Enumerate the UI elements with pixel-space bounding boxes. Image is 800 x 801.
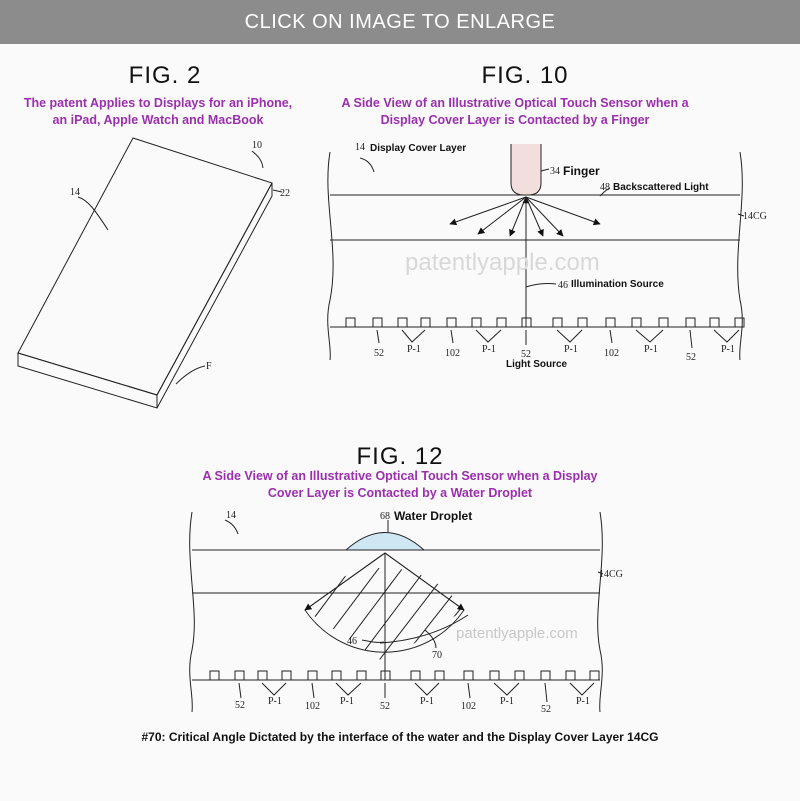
fig12-bottom-ref: P-1 — [576, 696, 590, 707]
fig12-drawing — [190, 512, 603, 712]
fig10-bottom-ref: 52 — [521, 349, 531, 360]
fig12-caption-line-1: A Side View of an Illustrative Optical Touch Sensor when a Display — [202, 469, 598, 483]
fig10-illumination-label: Illumination Source — [571, 279, 664, 290]
scatter-ray-6 — [526, 197, 600, 224]
fig10-leader-14 — [360, 158, 374, 172]
fig2-title: FIG. 2 — [128, 62, 202, 89]
fig12-bottom-ref: P-1 — [500, 696, 514, 707]
device-side-edge — [157, 183, 272, 408]
fig12-bottom-ref: P-1 — [340, 696, 354, 707]
fig12-bottom-ref: P-1 — [420, 696, 434, 707]
fig10-bottom-ref: 52 — [374, 348, 384, 359]
fig12-bottom-ref: P-1 — [268, 696, 282, 707]
fig10-display-cover-layer-label: Display Cover Layer — [370, 143, 467, 154]
fig12-title: FIG. 12 — [356, 443, 444, 470]
fig12-bottom-ref: 52 — [235, 700, 245, 711]
fig10-ref-48: 48 — [600, 182, 610, 193]
fig12-bottom-ref: 102 — [461, 701, 476, 712]
fig10-bottom-ref: P-1 — [482, 344, 496, 355]
scatter-ray-4 — [526, 197, 543, 236]
enlarge-banner[interactable]: CLICK ON IMAGE TO ENLARGE — [0, 0, 800, 44]
scatter-ray-1 — [450, 197, 526, 224]
critical-angle-hatch — [290, 530, 495, 672]
fig10-bottom-ref: P-1 — [644, 344, 658, 355]
fig12-ref-14cg: 14CG — [599, 569, 623, 580]
fig10-bottom-ref: 102 — [604, 348, 619, 359]
footnote: #70: Critical Angle Dictated by the interface of the water and the Display Cover Layer 14CG — [141, 730, 659, 744]
fig10-leader-46 — [526, 283, 556, 287]
fig12-left-break — [190, 512, 195, 712]
fig12-ref-46: 46 — [347, 636, 357, 647]
fig10-left-break — [328, 152, 333, 360]
fig12-leader-46 — [362, 640, 384, 642]
fig10-ref-46: 46 — [558, 280, 568, 291]
leader-F — [176, 366, 205, 384]
fig2-ref-14: 14 — [70, 187, 80, 198]
leader-10 — [252, 151, 263, 168]
fig10-caption-line-2: Display Cover Layer is Contacted by a Finger — [380, 113, 650, 127]
fig2-ref-22: 22 — [280, 188, 290, 199]
fig10-bottom-ref: P-1 — [407, 344, 421, 355]
fig2-ref-10: 10 — [252, 140, 262, 151]
fig2-ref-F: F — [206, 361, 212, 372]
fig12-bottom-ref: 52 — [541, 704, 551, 715]
fig10-backscattered-label: Backscattered Light — [613, 182, 709, 193]
water-droplet-shape — [346, 533, 424, 551]
fig10-bottom-ref: P-1 — [721, 344, 735, 355]
fig10-ref-14cg: 14CG — [743, 211, 767, 222]
fig10-right-break — [738, 152, 743, 360]
fig10-title: FIG. 10 — [481, 62, 569, 89]
fig12-bottom-ref: 102 — [305, 701, 320, 712]
fig12-bottom-ref: 52 — [380, 701, 390, 712]
arc-70 — [380, 615, 468, 643]
fig12-leader-14 — [225, 520, 238, 534]
fig10-ref-14: 14 — [355, 142, 365, 153]
fig12-bottom-labels — [235, 696, 590, 715]
fig12-right-break — [598, 512, 603, 712]
fig12-bottom-leaders — [239, 683, 594, 702]
finger-shape — [511, 144, 541, 195]
fig12-water-droplet-label: Water Droplet — [394, 509, 473, 523]
fan-edge-left — [305, 553, 385, 610]
fig12-watermark: patentlyapple.com — [456, 625, 578, 642]
scatter-ray-5 — [526, 197, 563, 236]
fig12-ref-14: 14 — [226, 510, 236, 521]
fig10-leader-34 — [541, 169, 549, 171]
fig2-caption-line-2: an iPad, Apple Watch and MacBook — [52, 113, 264, 127]
fig10-bottom-leaders — [377, 330, 739, 348]
fig12-pixel-row — [210, 671, 599, 680]
fig10-light-source-label: Light Source — [506, 359, 568, 370]
fig12-ref-68: 68 — [380, 511, 390, 522]
fig10-finger-label: Finger — [563, 164, 600, 178]
fig10-bottom-ref: P-1 — [564, 344, 578, 355]
device-front-edge — [18, 353, 157, 408]
fig10-bottom-ref: 52 — [686, 352, 696, 363]
fig12-leader-70 — [425, 630, 436, 648]
fig12-caption-line-2: Cover Layer is Contacted by a Water Droplet — [267, 486, 533, 500]
fig10-watermark: patentlyapple.com — [405, 249, 600, 276]
fig10-pixel-row — [346, 318, 744, 327]
fig10-caption-line-1: A Side View of an Illustrative Optical Touch Sensor when a — [341, 96, 689, 110]
fig2-caption-line-1: The patent Applies to Displays for an iPhone, — [23, 96, 293, 110]
fig10-ref-34: 34 — [550, 166, 560, 177]
fig10-bottom-ref: 102 — [445, 348, 460, 359]
fig2-device — [18, 138, 282, 408]
fig12-ref-70: 70 — [432, 650, 442, 661]
